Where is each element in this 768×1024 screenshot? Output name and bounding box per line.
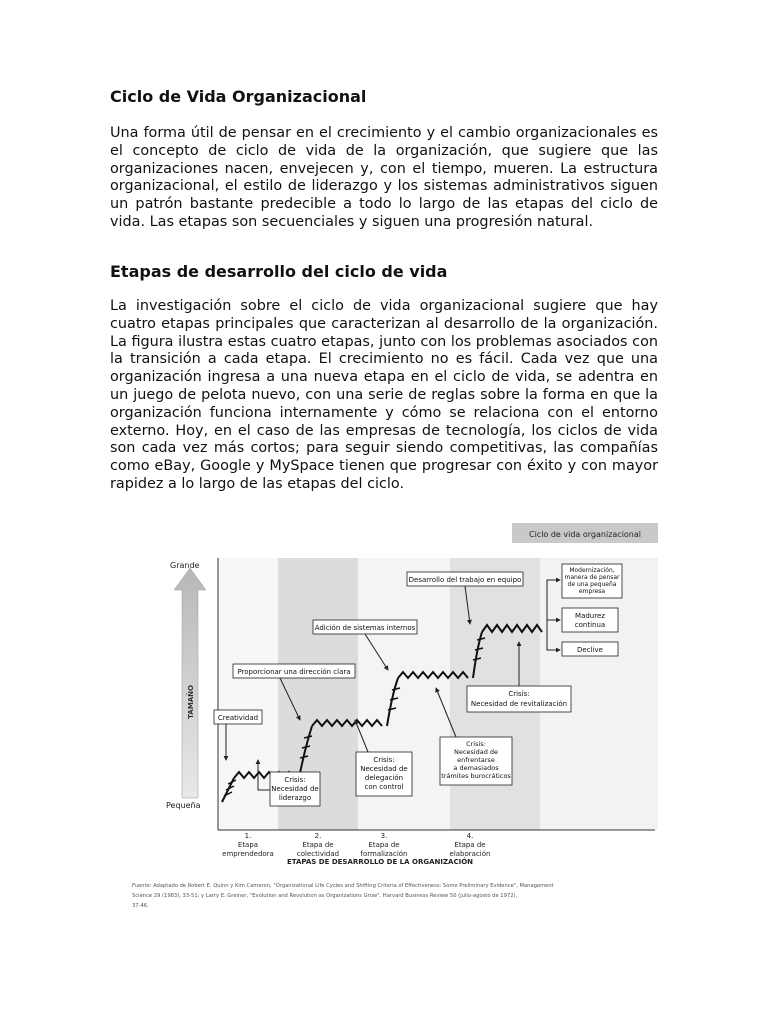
source-line-2: Science 29 (1983), 33-51; y Larry E. Greiner, "Evolution and Revolution as Organizations Grow", Harvard Business Review 50 (julio-agosto de 1972), xyxy=(132,893,518,899)
box-creatividad: Creatividad xyxy=(217,714,259,722)
stage-1-line2: emprendedora xyxy=(222,850,274,858)
source-line-1: Fuente: Adaptado de Robert E. Quinn y Kim Cameron, "Organizational Life Cycles and Shifting Criteria of Effectiveness: Some Preliminary Evidence", Management xyxy=(132,883,554,889)
box-crisis-liderazgo-2: Necesidad de xyxy=(271,785,319,793)
life-cycle-diagram xyxy=(130,520,660,920)
size-arrow xyxy=(174,568,206,798)
stages-paragraph: La investigación sobre el ciclo de vida organizacional sugiere que hay cuatro etapas principales que caracterizan al desarrollo de la organización. La figura ilustra estas cuatro etapas, junto con los problemas asociados con la transición a cada etapa. El crecimiento no es fácil. Cada vez que una organización ingresa a una nueva etapa en el ciclo de vida, se adentra en un juego de pelota nuevo, con una serie de reglas sobre la forma en que la organización funciona internamente y cómo se relaciona con el entorno externo. Hoy, en el caso de las empresas de tecnología, los ciclos de vida son cada vez más cortos; para seguir siendo competitivas, las compañías como eBay, Google y MySpace tienen que progresar con éxito y con mayor rapidez a lo largo de las etapas del ciclo. xyxy=(110,298,658,492)
stage-3-num: 3. xyxy=(380,832,388,840)
box-crisis-liderazgo-1: Crisis: xyxy=(284,776,306,784)
box-sistemas: Adición de sistemas internos xyxy=(314,624,416,632)
axis-top-label: Grande xyxy=(170,561,200,570)
box-crisis-liderazgo-3: liderazgo xyxy=(278,794,312,802)
document-title: Ciclo de Vida Organizacional xyxy=(110,87,367,106)
stage-1-num: 1. xyxy=(244,832,252,840)
stage-2-line2: colectividad xyxy=(296,850,340,858)
box-direccion: Proporcionar una dirección clara xyxy=(237,668,351,676)
stage-3-line1: Etapa de xyxy=(368,841,400,849)
box-modernizacion-1: Modernización, xyxy=(569,567,615,574)
box-crisis-revitalizacion-1: Crisis: xyxy=(508,690,530,698)
box-crisis-delegacion-2: Necesidad de xyxy=(360,765,408,773)
stage-2-num: 2. xyxy=(314,832,322,840)
box-trabajo-equipo: Desarrollo del trabajo en equipo xyxy=(408,576,522,584)
source-line-3: 37-46. xyxy=(132,903,149,909)
box-crisis-delegacion-4: con control xyxy=(364,783,404,791)
figure-header: Ciclo de vida organizacional xyxy=(528,530,642,539)
stage-labels xyxy=(222,832,490,858)
box-madurez-1: Madurez xyxy=(575,612,605,620)
box-crisis-burocracia-4: a demasiados xyxy=(453,764,499,772)
stage-1-line1: Etapa xyxy=(237,841,259,849)
section-subtitle: Etapas de desarrollo del ciclo de vida xyxy=(110,262,448,281)
axis-bottom-label: Pequeña xyxy=(166,801,201,810)
box-crisis-delegacion-1: Crisis: xyxy=(373,756,395,764)
box-crisis-revitalizacion-2: Necesidad de revitalización xyxy=(470,700,568,708)
box-crisis-burocracia-5: trámites burocráticos xyxy=(441,772,511,780)
box-modernizacion-2: manera de pensar xyxy=(564,574,620,581)
stage-3-line2: formalización xyxy=(360,850,408,858)
figure-source xyxy=(132,883,554,909)
stage-4-line1: Etapa de xyxy=(454,841,486,849)
box-madurez-2: continua xyxy=(574,621,606,629)
box-modernizacion-3: de una pequeña xyxy=(567,581,617,588)
x-axis-title: ETAPAS DE DESARROLLO DE LA ORGANIZACIÓN xyxy=(286,858,474,866)
stage-4-line2: elaboración xyxy=(449,850,491,858)
box-crisis-burocracia-3: enfrentarse xyxy=(457,756,495,764)
stage-4-num: 4. xyxy=(466,832,474,840)
intro-paragraph: Una forma útil de pensar en el crecimiento y el cambio organizacionales es el concepto de ciclo de vida de la organización, que sugiere que las organizaciones nacen, envejecen y, con el tiempo, mueren. La estructura organizacional, el estilo de liderazgo y los sistemas administrativos siguen un patrón bastante predecible a todo lo largo de las etapas del ciclo de vida. Las etapas son secuenciales y siguen una progresión natural. xyxy=(110,125,658,230)
box-modernizacion-4: empresa xyxy=(578,588,606,595)
box-crisis-burocracia-1: Crisis: xyxy=(466,740,486,748)
box-crisis-burocracia-2: Necesidad de xyxy=(453,748,499,756)
box-crisis-delegacion-3: delegación xyxy=(364,774,404,782)
life-cycle-figure xyxy=(130,520,660,920)
axis-size-label: TAMAÑO xyxy=(187,685,195,719)
stage-2-line1: Etapa de xyxy=(302,841,334,849)
box-declive: Declive xyxy=(577,646,603,654)
